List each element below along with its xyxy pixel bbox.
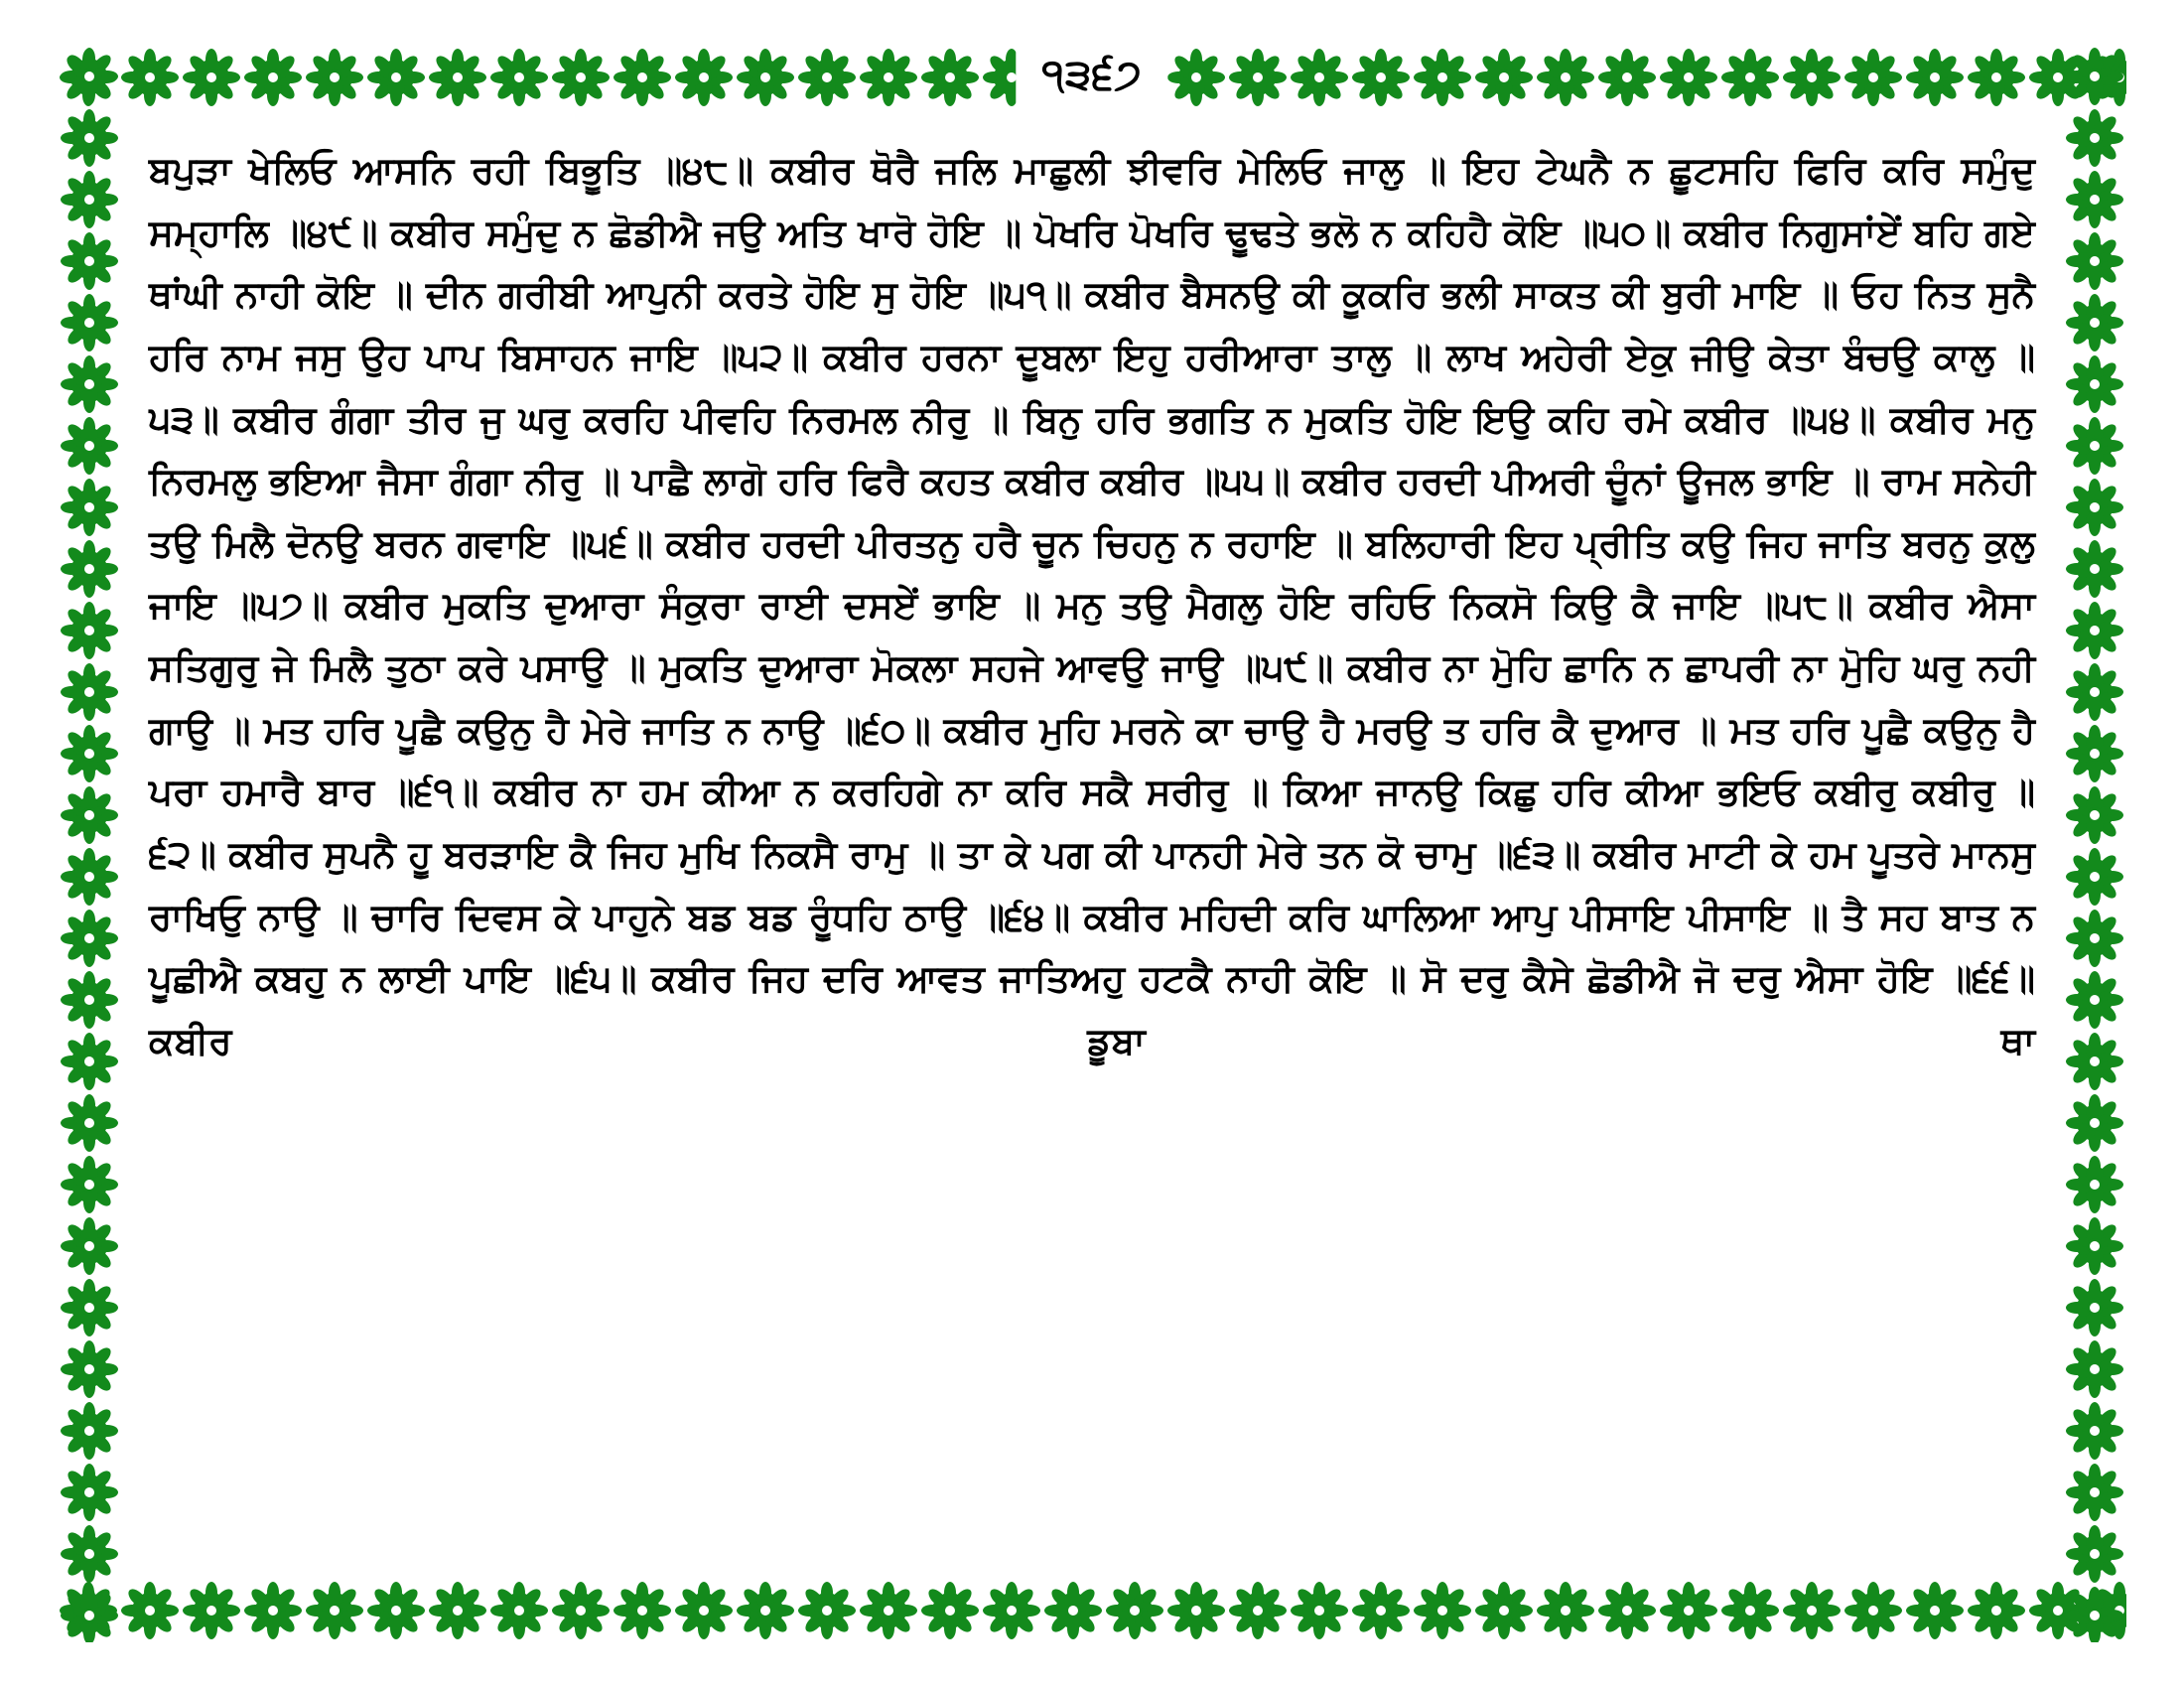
- border-flower-icon: [181, 47, 242, 108]
- border-flower-icon: [59, 477, 120, 538]
- border-flower-icon: [59, 600, 120, 661]
- border-flower-icon: [673, 1580, 735, 1641]
- border-flower-icon: [1843, 1580, 1904, 1641]
- border-flower-icon: [1966, 47, 2027, 108]
- border-flower-icon: [1781, 47, 1843, 108]
- border-flower-icon: [1227, 1580, 1289, 1641]
- border-flower-icon: [2064, 353, 2125, 415]
- border-flower-icon: [1473, 47, 1535, 108]
- border-flower-icon: [1966, 1580, 2027, 1641]
- scripture-text-area: [149, 139, 2035, 1549]
- border-flower-icon: [1719, 1580, 1781, 1641]
- border-flower-icon: [59, 723, 120, 784]
- border-flower-icon: [796, 47, 858, 108]
- border-flower-icon: [2064, 784, 2125, 846]
- border-flower-icon: [1781, 1580, 1843, 1641]
- page-number: ੧੩੬੭: [1041, 51, 1143, 97]
- border-flower-icon: [59, 353, 120, 415]
- border-flower-icon: [59, 1400, 120, 1462]
- border-flower-icon: [59, 846, 120, 908]
- border-flower-icon: [2064, 1154, 2125, 1215]
- border-flower-icon: [1843, 47, 1904, 108]
- border-flower-icon: [2064, 1338, 2125, 1400]
- border-flower-icon: [550, 1580, 612, 1641]
- border-band-right: [2063, 46, 2126, 1642]
- border-flower-icon: [1165, 47, 1227, 108]
- border-flower-icon: [1350, 47, 1412, 108]
- border-flower-icon: [2064, 169, 2125, 230]
- border-flower-icon: [2064, 661, 2125, 723]
- border-flower-icon: [1289, 1580, 1350, 1641]
- border-flower-icon: [2064, 415, 2125, 477]
- border-flower-icon: [1719, 47, 1781, 108]
- border-flower-icon: [796, 1580, 858, 1641]
- border-flower-icon: [981, 1580, 1042, 1641]
- border-flower-icon: [2064, 477, 2125, 538]
- border-flower-icon: [488, 1580, 550, 1641]
- border-flower-icon: [59, 1154, 120, 1215]
- border-flower-icon: [1289, 47, 1350, 108]
- border-flower-icon: [2064, 1523, 2125, 1585]
- border-flower-icon: [2064, 1400, 2125, 1462]
- border-flower-icon: [59, 661, 120, 723]
- border-flower-icon: [59, 908, 120, 969]
- border-flower-icon: [919, 47, 981, 108]
- border-flower-icon: [59, 1523, 120, 1585]
- border-flower-icon: [304, 47, 365, 108]
- border-flower-icon: [1350, 1580, 1412, 1641]
- border-flower-icon: [304, 1580, 365, 1641]
- border-band-bottom: [58, 1579, 2126, 1642]
- border-flower-icon: [59, 1031, 120, 1092]
- border-flower-icon: [59, 107, 120, 169]
- border-flower-icon: [858, 47, 919, 108]
- border-flower-icon: [1165, 1580, 1227, 1641]
- border-flower-icon: [1104, 1580, 1165, 1641]
- border-flower-icon: [2064, 723, 2125, 784]
- border-flower-icon: [2064, 1215, 2125, 1277]
- border-flower-icon: [919, 1580, 981, 1641]
- border-flower-icon: [59, 969, 120, 1031]
- border-flower-icon: [1658, 1580, 1719, 1641]
- border-flower-icon: [2064, 1462, 2125, 1523]
- border-flower-icon: [2064, 292, 2125, 353]
- border-flower-icon: [2064, 538, 2125, 600]
- border-flower-icon: [427, 1580, 488, 1641]
- border-flower-icon: [1904, 1580, 1966, 1641]
- border-flower-icon: [1658, 47, 1719, 108]
- border-flower-icon: [2064, 846, 2125, 908]
- border-flower-icon: [59, 46, 120, 107]
- border-flower-icon: [735, 47, 796, 108]
- border-flower-icon: [1596, 47, 1658, 108]
- border-flower-icon: [2064, 46, 2125, 107]
- border-flower-icon: [1535, 1580, 1596, 1641]
- border-flower-icon: [2064, 908, 2125, 969]
- border-flower-icon: [2064, 1092, 2125, 1154]
- border-flower-icon: [2064, 230, 2125, 292]
- border-flower-icon: [2064, 107, 2125, 169]
- border-flower-icon: [181, 1580, 242, 1641]
- border-flower-icon: [59, 230, 120, 292]
- border-flower-icon: [858, 1580, 919, 1641]
- border-flower-icon: [1904, 47, 1966, 108]
- border-flower-icon: [59, 292, 120, 353]
- border-flower-icon: [2064, 1031, 2125, 1092]
- border-flower-icon: [427, 47, 488, 108]
- border-flower-icon: [59, 1277, 120, 1338]
- border-flower-icon: [242, 1580, 304, 1641]
- border-band-left: [58, 46, 121, 1642]
- border-flower-icon: [612, 47, 673, 108]
- border-flower-icon: [2064, 1277, 2125, 1338]
- border-flower-icon: [488, 47, 550, 108]
- border-flower-icon: [612, 1580, 673, 1641]
- border-flower-icon: [2064, 969, 2125, 1031]
- border-flower-icon: [59, 1585, 120, 1642]
- border-flower-icon: [2064, 1585, 2125, 1642]
- scripture-body-text: ਬਪੁੜਾ ਖੇਲਿਓ ਆਸਨਿ ਰਹੀ ਬਿਭੂਤਿ ॥੪੮॥ ਕਬੀਰ ਥੋਰੈ ਜਲਿ ਮਾਛੁਲੀ ਝੀਵਰਿ ਮੇਲਿਓ ਜਾਲੁ ॥ ਇਹ ਟੇਘਨੈ ਨ ਛੂਟਸਹਿ ਫਿਰਿ ਕਰਿ ਸਮੁੰਦੁ ਸਮ੍ਹਾਲਿ ॥੪੯॥ ਕਬੀਰ ਸਮੁੰਦੁ ਨ ਛੋਡੀਐ ਜਉ ਅਤਿ ਖਾਰੋ ਹੋਇ ॥ ਪੋਖਰਿ ਪੋਖਰਿ ਢੂਢਤੇ ਭਲੋ ਨ ਕਹਿਹੈ ਕੋਇ ॥੫੦॥ ਕਬੀਰ ਨਿਗੁਸਾਂਏਂ ਬਹਿ ਗਏ ਥਾਂਘੀ ਨਾਹੀ ਕੋਇ ॥ ਦੀਨ ਗਰੀਬੀ ਆਪੁਨੀ ਕਰਤੇ ਹੋਇ ਸੁ ਹੋਇ ॥੫੧॥ ਕਬੀਰ ਬੈਸਨਉ ਕੀ ਕੂਕਰਿ ਭਲੀ ਸਾਕਤ ਕੀ ਬੁਰੀ ਮਾਇ ॥ ਓਹ ਨਿਤ ਸੁਨੈ ਹਰਿ ਨਾਮ ਜਸੁ ਉਹ ਪਾਪ ਬਿਸਾਹਨ ਜਾਇ ॥੫੨॥ ਕਬੀਰ ਹਰਨਾ ਦੂਬਲਾ ਇਹੁ ਹਰੀਆਰਾ ਤਾਲੁ ॥ ਲਾਖ ਅਹੇਰੀ ਏਕੁ ਜੀਉ ਕੇਤਾ ਬੰਚਉ ਕਾਲੁ ॥੫੩॥ ਕਬੀਰ ਗੰਗਾ ਤੀਰ ਜੁ ਘਰੁ ਕਰਹਿ ਪੀਵਹਿ ਨਿਰਮਲ ਨੀਰੁ ॥ ਬਿਨੁ ਹਰਿ ਭਗਤਿ ਨ ਮੁਕਤਿ ਹੋਇ ਇਉ ਕਹਿ ਰਮੇ ਕਬੀਰ ॥੫੪॥ ਕਬੀਰ ਮਨੁ ਨਿਰਮਲੁ ਭਇਆ ਜੈਸਾ ਗੰਗਾ ਨੀਰੁ ॥ ਪਾਛੈ ਲਾਗੋ ਹਰਿ ਫਿਰੈ ਕਹਤ ਕਬੀਰ ਕਬੀਰ ॥੫੫॥ ਕਬੀਰ ਹਰਦੀ ਪੀਅਰੀ ਚੂੰਨਾਂ ਊਜਲ ਭਾਇ ॥ ਰਾਮ ਸਨੇਹੀ ਤਉ ਮਿਲੈ ਦੋਨਉ ਬਰਨ ਗਵਾਇ ॥੫੬॥ ਕਬੀਰ ਹਰਦੀ ਪੀਰਤਨੁ ਹਰੈ ਚੂਨ ਚਿਹਨੁ ਨ ਰਹਾਇ ॥ ਬਲਿਹਾਰੀ ਇਹ ਪ੍ਰੀਤਿ ਕਉ ਜਿਹ ਜਾਤਿ ਬਰਨੁ ਕੁਲੁ ਜਾਇ ॥੫੭॥ ਕਬੀਰ ਮੁਕਤਿ ਦੁਆਰਾ ਸੰਕੁਰਾ ਰਾਈ ਦਸਏਂ ਭਾਇ ॥ ਮਨੁ ਤਉ ਮੈਗਲੁ ਹੋਇ ਰਹਿਓ ਨਿਕਸੋ ਕਿਉ ਕੈ ਜਾਇ ॥੫੮॥ ਕਬੀਰ ਐਸਾ ਸਤਿਗੁਰੁ ਜੇ ਮਿਲੈ ਤੁਠਾ ਕਰੇ ਪਸਾਉ ॥ ਮੁਕਤਿ ਦੁਆਰਾ ਮੋਕਲਾ ਸਹਜੇ ਆਵਉ ਜਾਉ ॥੫੯॥ ਕਬੀਰ ਨਾ ਮੋੁਹਿ ਛਾਨਿ ਨ ਛਾਪਰੀ ਨਾ ਮੋੁਹਿ ਘਰੁ ਨਹੀ ਗਾਉ ॥ ਮਤ ਹਰਿ ਪੂਛੈ ਕਉਨੁ ਹੈ ਮੇਰੇ ਜਾਤਿ ਨ ਨਾਉ ॥੬੦॥ ਕਬੀਰ ਮੁਹਿ ਮਰਨੇ ਕਾ ਚਾਉ ਹੈ ਮਰਉ ਤ ਹਰਿ ਕੈ ਦੁਆਰ ॥ ਮਤ ਹਰਿ ਪੂਛੈ ਕਉਨੁ ਹੈ ਪਰਾ ਹਮਾਰੈ ਬਾਰ ॥੬੧॥ ਕਬੀਰ ਨਾ ਹਮ ਕੀਆ ਨ ਕਰਹਿਗੇ ਨਾ ਕਰਿ ਸਕੈ ਸਰੀਰੁ ॥ ਕਿਆ ਜਾਨਉ ਕਿਛੁ ਹਰਿ ਕੀਆ ਭਇਓ ਕਬੀਰੁ ਕਬੀਰੁ ॥੬੨॥ ਕਬੀਰ ਸੁਪਨੈ ਹੂ ਬਰੜਾਇ ਕੈ ਜਿਹ ਮੁਖਿ ਨਿਕਸੈ ਰਾਮੁ ॥ ਤਾ ਕੇ ਪਗ ਕੀ ਪਾਨਹੀ ਮੇਰੇ ਤਨ ਕੋ ਚਾਮੁ ॥੬੩॥ ਕਬੀਰ ਮਾਟੀ ਕੇ ਹਮ ਪੂਤਰੇ ਮਾਨਸੁ ਰਾਖਿਓੁ ਨਾਉ ॥ ਚਾਰਿ ਦਿਵਸ ਕੇ ਪਾਹੁਨੇ ਬਡ ਬਡ ਰੂੰਧਹਿ ਠਾਉ ॥੬੪॥ ਕਬੀਰ ਮਹਿਦੀ ਕਰਿ ਘਾਲਿਆ ਆਪੁ ਪੀਸਾਇ ਪੀਸਾਇ ॥ ਤੈ ਸਹ ਬਾਤ ਨ ਪੂਛੀਐ ਕਬਹੁ ਨ ਲਾਈ ਪਾਇ ॥੬੫॥ ਕਬੀਰ ਜਿਹ ਦਰਿ ਆਵਤ ਜਾਤਿਅਹੁ ਹਟਕੈ ਨਾਹੀ ਕੋਇ ॥ ਸੋ ਦਰੁ ਕੈਸੇ ਛੋਡੀਐ ਜੋ ਦਰੁ ਐਸਾ ਹੋਇ ॥੬੬॥ ਕਬੀਰ ਡੂਬਾ ਥਾ: [149, 149, 2035, 1061]
- border-flower-icon: [1535, 47, 1596, 108]
- border-flower-icon: [1473, 1580, 1535, 1641]
- border-flower-icon: [59, 1215, 120, 1277]
- border-flower-icon: [242, 47, 304, 108]
- border-flower-icon: [59, 538, 120, 600]
- border-flower-icon: [1412, 1580, 1473, 1641]
- page-number-plate: [1016, 40, 1167, 109]
- border-flower-icon: [119, 1580, 181, 1641]
- border-flower-icon: [59, 784, 120, 846]
- border-flower-icon: [2064, 600, 2125, 661]
- border-flower-icon: [673, 47, 735, 108]
- border-flower-icon: [59, 1338, 120, 1400]
- border-flower-icon: [59, 169, 120, 230]
- border-flower-icon: [735, 1580, 796, 1641]
- border-flower-icon: [119, 47, 181, 108]
- border-flower-icon: [1042, 1580, 1104, 1641]
- border-flower-icon: [1227, 47, 1289, 108]
- border-flower-icon: [59, 1092, 120, 1154]
- border-flower-icon: [550, 47, 612, 108]
- border-flower-icon: [1412, 47, 1473, 108]
- border-flower-icon: [59, 415, 120, 477]
- border-flower-icon: [365, 47, 427, 108]
- border-flower-icon: [1596, 1580, 1658, 1641]
- border-flower-icon: [365, 1580, 427, 1641]
- border-flower-icon: [59, 1462, 120, 1523]
